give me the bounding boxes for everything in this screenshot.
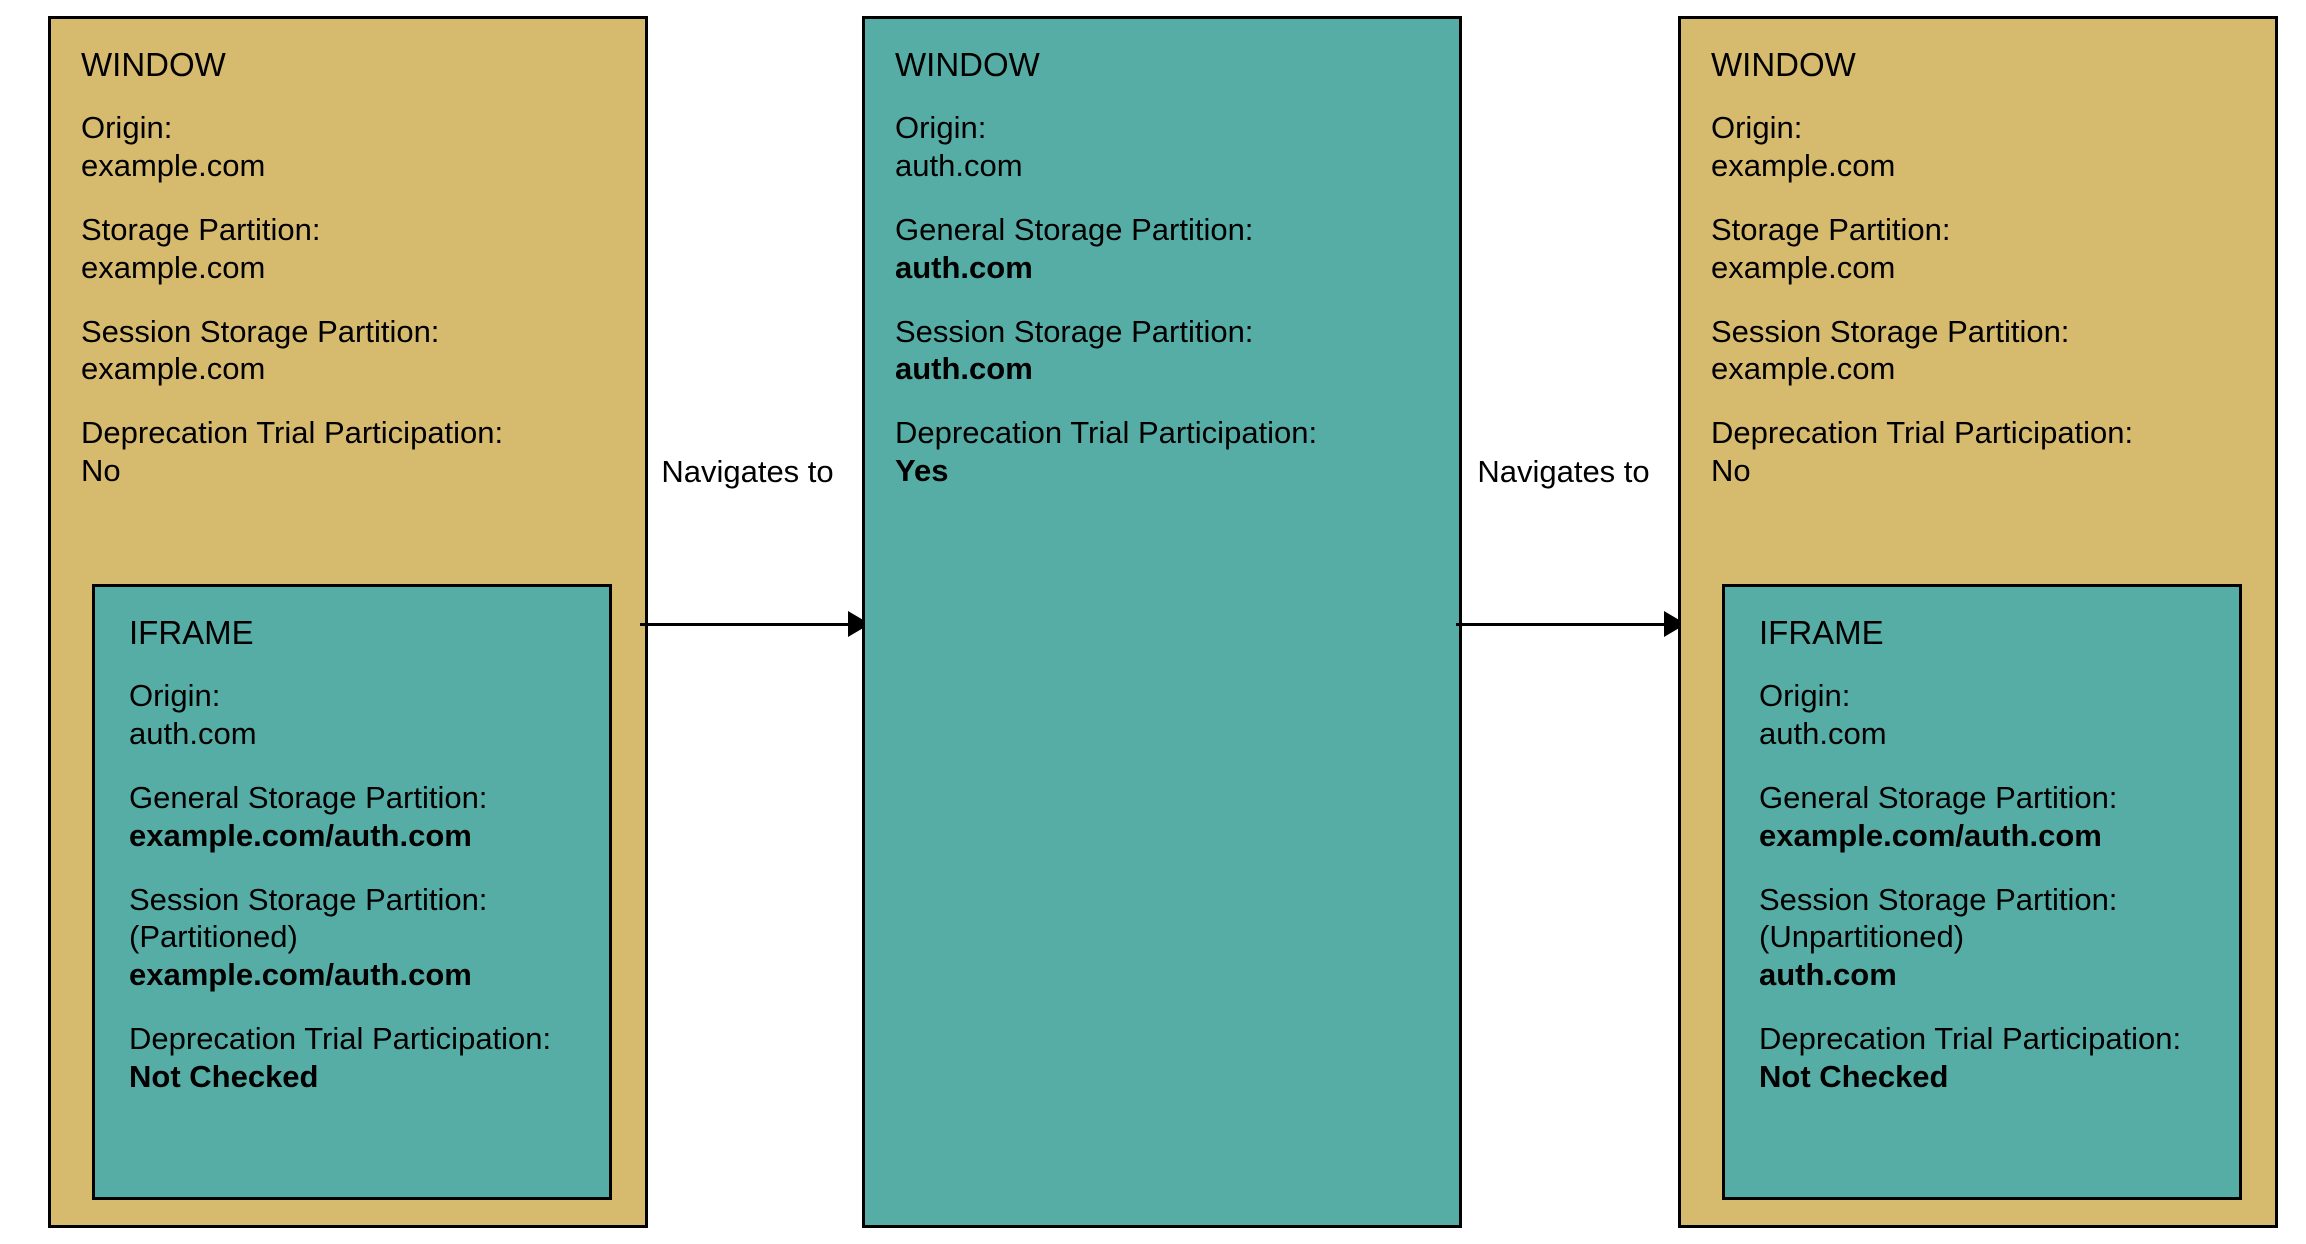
field-origin <box>129 677 579 753</box>
arrow-label-navigates-to: Navigates to <box>1477 454 1650 489</box>
field-session-storage-partition <box>1759 881 2209 994</box>
field-value: example.com/auth.com <box>129 957 472 993</box>
field-session-storage-partition <box>129 881 579 994</box>
field-origin <box>895 109 1429 185</box>
field-value: auth.com <box>1759 716 1887 752</box>
field-value: auth.com <box>1759 957 1897 993</box>
iframe-panel-3 <box>1722 584 2242 1200</box>
field-session-storage-partition <box>1711 313 2245 389</box>
field-session-storage-partition <box>895 313 1429 389</box>
field-origin <box>81 109 615 185</box>
field-label: Deprecation Trial Participation: <box>81 415 504 451</box>
panel-title: WINDOW <box>1711 46 1856 83</box>
field-sublabel: (Partitioned) <box>129 919 298 955</box>
field-label: Deprecation Trial Participation: <box>129 1020 552 1056</box>
field-value: example.com <box>1711 351 1896 387</box>
field-origin <box>1759 677 2209 753</box>
field-general-storage-partition <box>129 779 579 855</box>
iframe-title: IFRAME <box>1759 614 1884 651</box>
field-value: example.com <box>81 351 266 387</box>
field-general-storage-partition <box>895 211 1429 287</box>
field-storage-partition <box>1711 211 2245 287</box>
field-label: Origin: <box>1711 110 1803 146</box>
field-value: Yes <box>895 452 949 488</box>
field-value: auth.com <box>895 148 1023 184</box>
field-label: General Storage Partition: <box>1759 779 2118 815</box>
field-value: example.com <box>1711 249 1896 285</box>
field-deprecation-trial <box>81 414 615 490</box>
field-label: Origin: <box>895 110 987 146</box>
field-deprecation-trial <box>1759 1020 2209 1096</box>
field-value: auth.com <box>895 249 1033 285</box>
panel-title: WINDOW <box>81 46 226 83</box>
field-label: General Storage Partition: <box>895 211 1254 247</box>
field-value: example.com <box>81 249 266 285</box>
iframe-panel-1 <box>92 584 612 1200</box>
field-label: Session Storage Partition: <box>81 313 440 349</box>
field-value: example.com/auth.com <box>1759 817 2102 853</box>
arrow-line <box>1456 623 1668 626</box>
field-label: Session Storage Partition: <box>1711 313 2070 349</box>
field-label: Session Storage Partition: <box>1759 881 2118 917</box>
arrow-line <box>640 623 852 626</box>
field-deprecation-trial <box>129 1020 579 1096</box>
field-value: example.com <box>81 148 266 184</box>
window-panel-2 <box>862 16 1462 1228</box>
field-label: Deprecation Trial Participation: <box>1759 1020 2182 1056</box>
field-label: Session Storage Partition: <box>129 881 488 917</box>
iframe-title: IFRAME <box>129 614 254 651</box>
field-label: Origin: <box>1759 678 1851 714</box>
field-label: General Storage Partition: <box>129 779 488 815</box>
field-value: auth.com <box>129 716 257 752</box>
panel-title: WINDOW <box>895 46 1040 83</box>
field-value: Not Checked <box>129 1058 319 1094</box>
field-label: Storage Partition: <box>1711 211 1951 247</box>
field-label: Origin: <box>129 678 221 714</box>
field-value: No <box>81 452 121 488</box>
field-label: Storage Partition: <box>81 211 321 247</box>
field-origin <box>1711 109 2245 185</box>
field-value: example.com <box>1711 148 1896 184</box>
field-label: Origin: <box>81 110 173 146</box>
field-value: example.com/auth.com <box>129 817 472 853</box>
field-value: auth.com <box>895 351 1033 387</box>
field-value: No <box>1711 452 1751 488</box>
field-label: Deprecation Trial Participation: <box>1711 415 2134 451</box>
arrow-label-navigates-to: Navigates to <box>661 454 834 489</box>
field-session-storage-partition <box>81 313 615 389</box>
field-storage-partition <box>81 211 615 287</box>
field-general-storage-partition <box>1759 779 2209 855</box>
field-label: Session Storage Partition: <box>895 313 1254 349</box>
field-deprecation-trial <box>1711 414 2245 490</box>
field-value: Not Checked <box>1759 1058 1949 1094</box>
field-deprecation-trial <box>895 414 1429 490</box>
field-label: Deprecation Trial Participation: <box>895 415 1318 451</box>
field-sublabel: (Unpartitioned) <box>1759 919 1965 955</box>
